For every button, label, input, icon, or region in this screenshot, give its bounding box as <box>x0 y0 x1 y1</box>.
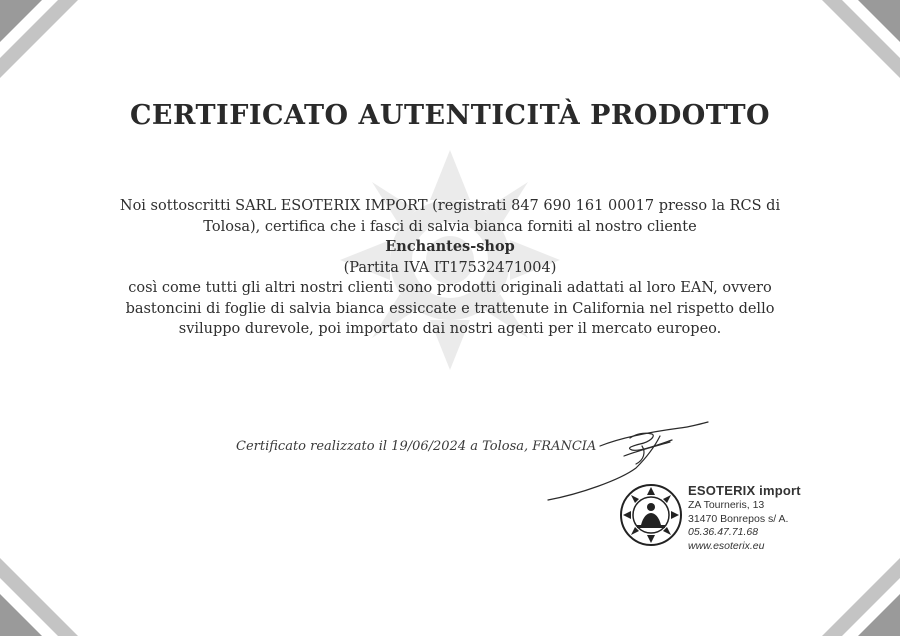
vat-number: (Partita IVA IT17532471004) <box>343 259 557 276</box>
stamp-company-name: ESOTERIX import <box>688 483 801 498</box>
stamp-phone: 05.36.47.71.68 <box>688 526 759 538</box>
stamp-details <box>688 483 801 553</box>
corner-ornament-bottom-left <box>0 556 80 636</box>
company-stamp <box>617 480 817 570</box>
body-line: Tolosa), certifica che i fasci di salvia bianca forniti al nostro cliente <box>203 218 697 235</box>
client-name: Enchantes-shop <box>385 238 515 255</box>
stamp-address-line: ZA Tourneris, 13 <box>688 499 765 511</box>
certificate-body <box>90 196 810 340</box>
stamp-website: www.esoterix.eu <box>688 539 765 552</box>
esoterix-logo-icon <box>619 483 683 547</box>
stamp-address-line: 31470 Bonrepos s/ A. <box>688 512 789 525</box>
body-line: Noi sottoscritti SARL ESOTERIX IMPORT (registrati 847 690 161 00017 presso la RCS di <box>119 198 781 214</box>
certificate-title: CERTIFICATO AUTENTICITÀ PRODOTTO <box>129 100 771 131</box>
corner-ornament-top-right <box>820 0 900 80</box>
body-line: così come tutti gli altri nostri clienti sono prodotti originali adattati al loro EAN, ovvero <box>128 280 772 296</box>
body-line: sviluppo durevole, poi importato dai nostri agenti per il mercato europeo. <box>178 321 722 337</box>
corner-ornament-top-left <box>0 0 80 80</box>
corner-ornament-bottom-right <box>820 556 900 636</box>
body-line: bastoncini di foglie di salvia bianca essiccate e trattenute in California nel rispetto dello <box>125 300 775 317</box>
certified-date-place: Certificato realizzato il 19/06/2024 a Tolosa, FRANCIA <box>236 439 597 454</box>
